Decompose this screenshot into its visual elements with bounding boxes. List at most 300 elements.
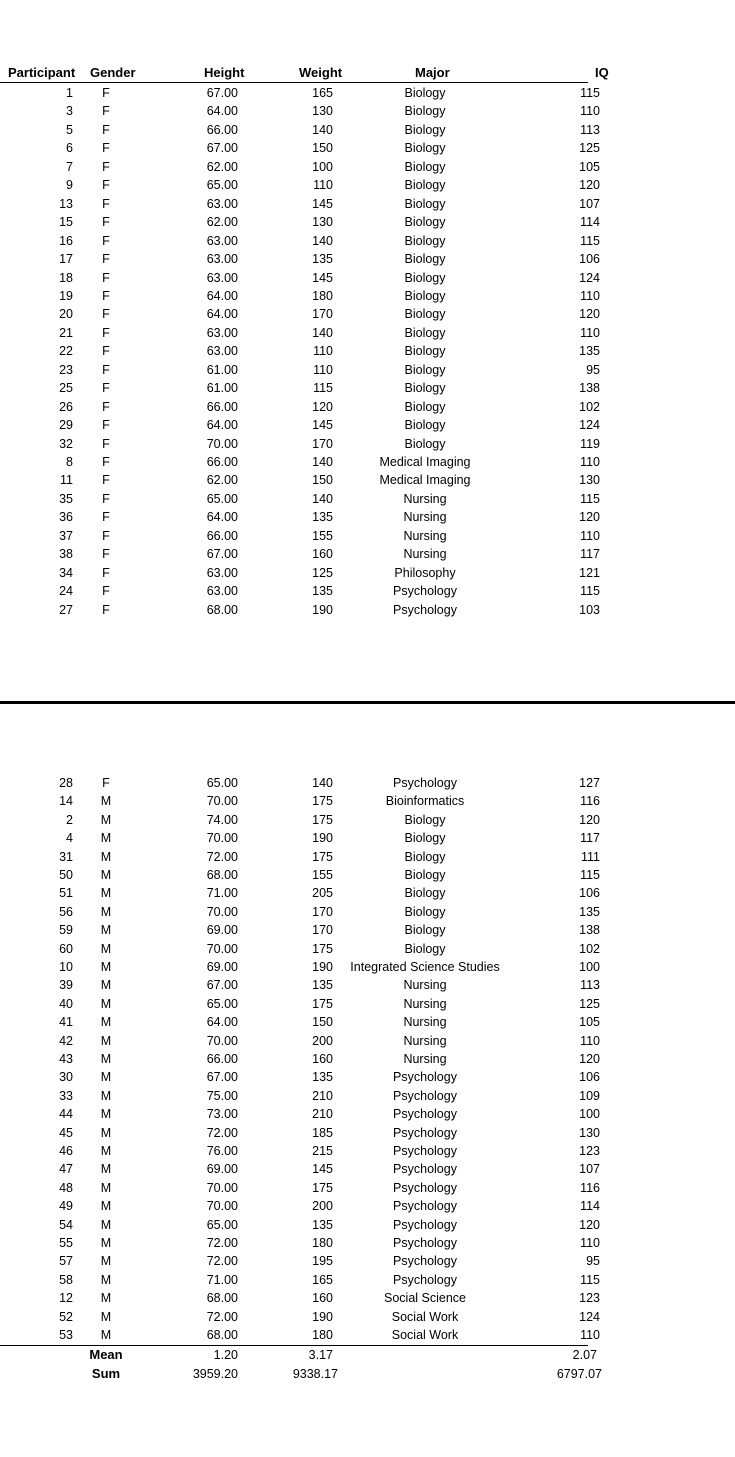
iq-cell: 125 xyxy=(579,141,600,155)
major-cell: Biology xyxy=(404,307,446,321)
iq-cell: 135 xyxy=(579,905,600,919)
height-cell: 70.00 xyxy=(206,1199,238,1213)
gender-cell: F xyxy=(102,400,110,414)
gender-cell: M xyxy=(100,1015,112,1029)
gender-cell: F xyxy=(102,326,110,340)
iq-cell: 120 xyxy=(579,1218,600,1232)
header-participant: Participant xyxy=(8,65,76,80)
weight-cell: 190 xyxy=(312,831,333,845)
height-cell: 62.00 xyxy=(206,473,238,487)
gender-cell: F xyxy=(102,344,110,358)
major-cell: Biology xyxy=(404,215,446,229)
gender-cell: F xyxy=(102,584,110,598)
weight-cell: 165 xyxy=(312,1273,333,1287)
height-cell: 67.00 xyxy=(206,1070,238,1084)
gender-cell: M xyxy=(100,1089,112,1103)
gender-cell: M xyxy=(100,1034,112,1048)
participant-cell: 56 xyxy=(59,905,73,919)
participant-cell: 43 xyxy=(59,1052,73,1066)
height-cell: 67.00 xyxy=(206,978,238,992)
gender-cell: F xyxy=(102,492,110,506)
iq-cell: 116 xyxy=(580,1181,600,1195)
height-cell: 69.00 xyxy=(206,1162,238,1176)
page-break-divider xyxy=(0,701,735,704)
major-cell: Psychology xyxy=(393,1181,457,1195)
participant-cell: 41 xyxy=(59,1015,73,1029)
iq-cell: 105 xyxy=(579,1015,600,1029)
gender-cell: M xyxy=(100,923,112,937)
major-cell: Biology xyxy=(404,437,446,451)
weight-cell: 130 xyxy=(312,104,333,118)
height-cell: 73.00 xyxy=(206,1107,238,1121)
iq-cell: 103 xyxy=(579,603,600,617)
major-cell: Nursing xyxy=(403,547,447,561)
participant-cell: 45 xyxy=(59,1126,73,1140)
height-cell: 68.00 xyxy=(206,1328,238,1342)
weight-cell: 175 xyxy=(312,813,333,827)
height-cell: 70.00 xyxy=(206,905,238,919)
weight-cell: 140 xyxy=(312,234,333,248)
height-cell: 63.00 xyxy=(206,197,238,211)
major-cell: Biology xyxy=(404,923,446,937)
iq-cell: 115 xyxy=(580,868,600,882)
weight-cell: 215 xyxy=(312,1144,333,1158)
gender-cell: M xyxy=(100,942,112,956)
participant-cell: 28 xyxy=(59,776,73,790)
iq-cell: 138 xyxy=(579,923,600,937)
gender-cell: M xyxy=(100,794,112,808)
major-cell: Psychology xyxy=(393,1089,457,1103)
major-cell: Biology xyxy=(404,271,446,285)
iq-cell: 121 xyxy=(579,566,600,580)
height-cell: 70.00 xyxy=(206,942,238,956)
iq-cell: 120 xyxy=(579,178,600,192)
major-cell: Biology xyxy=(404,418,446,432)
gender-cell: F xyxy=(102,529,110,543)
height-cell: 61.00 xyxy=(206,381,238,395)
weight-cell: 175 xyxy=(312,1181,333,1195)
participant-cell: 30 xyxy=(59,1070,73,1084)
major-cell: Biology xyxy=(404,886,446,900)
gender-cell: M xyxy=(100,886,112,900)
gender-cell: F xyxy=(102,123,110,137)
iq-cell: 114 xyxy=(580,215,600,229)
iq-cell: 107 xyxy=(579,1162,600,1176)
major-cell: Biology xyxy=(404,289,446,303)
iq-cell: 111 xyxy=(580,850,600,864)
participant-cell: 23 xyxy=(59,363,73,377)
iq-cell: 95 xyxy=(586,1254,600,1268)
iq-cell: 120 xyxy=(579,813,600,827)
iq-cell: 117 xyxy=(580,831,600,845)
height-cell: 66.00 xyxy=(206,529,238,543)
gender-cell: M xyxy=(100,813,112,827)
height-cell: 62.00 xyxy=(206,160,238,174)
participant-cell: 39 xyxy=(59,978,73,992)
iq-cell: 110 xyxy=(580,104,600,118)
gender-cell: M xyxy=(100,1328,112,1342)
height-cell: 66.00 xyxy=(206,123,238,137)
participant-cell: 21 xyxy=(59,326,73,340)
major-cell: Psychology xyxy=(393,1070,457,1084)
participant-cell: 55 xyxy=(59,1236,73,1250)
height-cell: 64.00 xyxy=(206,307,238,321)
height-cell: 70.00 xyxy=(206,437,238,451)
header-weight: Weight xyxy=(299,65,343,80)
height-cell: 64.00 xyxy=(206,1015,238,1029)
height-cell: 66.00 xyxy=(206,455,238,469)
iq-cell: 124 xyxy=(579,271,600,285)
gender-cell: F xyxy=(102,271,110,285)
iq-cell: 119 xyxy=(580,437,600,451)
height-cell: 65.00 xyxy=(206,492,238,506)
iq-cell: 127 xyxy=(579,776,600,790)
height-cell: 64.00 xyxy=(206,510,238,524)
iq-cell: 106 xyxy=(579,252,600,266)
gender-cell: M xyxy=(100,1162,112,1176)
weight-cell: 210 xyxy=(312,1089,333,1103)
height-cell: 69.00 xyxy=(206,960,238,974)
weight-cell: 165 xyxy=(312,86,333,100)
participant-cell: 10 xyxy=(59,960,73,974)
weight-cell: 210 xyxy=(312,1107,333,1121)
participant-cell: 46 xyxy=(59,1144,73,1158)
gender-cell: F xyxy=(102,510,110,524)
major-cell: Psychology xyxy=(393,1273,457,1287)
height-cell: 72.00 xyxy=(206,850,238,864)
participant-cell: 1 xyxy=(66,86,73,100)
major-cell: Integrated Science Studies xyxy=(350,960,500,974)
participant-cell: 2 xyxy=(66,813,73,827)
weight-cell: 170 xyxy=(312,905,333,919)
participant-cell: 25 xyxy=(59,381,73,395)
major-cell: Social Work xyxy=(391,1328,459,1342)
iq-cell: 130 xyxy=(579,1126,600,1140)
participant-cell: 42 xyxy=(59,1034,73,1048)
gender-cell: M xyxy=(100,1199,112,1213)
participant-cell: 53 xyxy=(59,1328,73,1342)
iq-cell: 115 xyxy=(580,1273,600,1287)
height-cell: 65.00 xyxy=(206,1218,238,1232)
gender-cell: F xyxy=(102,252,110,266)
height-cell: 64.00 xyxy=(206,104,238,118)
participant-cell: 18 xyxy=(59,271,73,285)
gender-cell: M xyxy=(100,1126,112,1140)
height-cell: 62.00 xyxy=(206,215,238,229)
participant-cell: 58 xyxy=(59,1273,73,1287)
gender-cell: M xyxy=(100,978,112,992)
height-cell: 65.00 xyxy=(206,776,238,790)
iq-cell: 106 xyxy=(579,1070,600,1084)
participant-cell: 54 xyxy=(59,1218,73,1232)
gender-cell: F xyxy=(102,215,110,229)
gender-cell: M xyxy=(100,1254,112,1268)
gender-cell: F xyxy=(102,566,110,580)
height-cell: 68.00 xyxy=(206,1291,238,1305)
height-cell: 65.00 xyxy=(206,997,238,1011)
gender-cell: M xyxy=(100,997,112,1011)
participant-cell: 20 xyxy=(59,307,73,321)
participant-cell: 5 xyxy=(66,123,73,137)
participant-cell: 48 xyxy=(59,1181,73,1195)
major-cell: Psychology xyxy=(393,1144,457,1158)
major-cell: Psychology xyxy=(393,1236,457,1250)
height-cell: 67.00 xyxy=(206,141,238,155)
participant-cell: 35 xyxy=(59,492,73,506)
weight-cell: 110 xyxy=(313,344,333,358)
participant-cell: 32 xyxy=(59,437,73,451)
height-cell: 76.00 xyxy=(206,1144,238,1158)
major-cell: Nursing xyxy=(403,510,447,524)
header-underline xyxy=(0,82,588,83)
gender-cell: M xyxy=(100,1310,112,1324)
height-cell: 71.00 xyxy=(206,886,238,900)
height-cell: 63.00 xyxy=(206,566,238,580)
participant-cell: 8 xyxy=(66,455,73,469)
iq-cell: 113 xyxy=(580,123,600,137)
height-cell: 68.00 xyxy=(206,603,238,617)
weight-cell: 130 xyxy=(312,215,333,229)
mean-iq: 2.07 xyxy=(572,1348,597,1362)
height-cell: 64.00 xyxy=(206,289,238,303)
height-cell: 72.00 xyxy=(206,1310,238,1324)
weight-cell: 150 xyxy=(312,1015,333,1029)
weight-cell: 140 xyxy=(312,455,333,469)
iq-cell: 110 xyxy=(580,1236,600,1250)
weight-cell: 145 xyxy=(312,271,333,285)
weight-cell: 145 xyxy=(312,1162,333,1176)
participant-cell: 44 xyxy=(59,1107,73,1121)
participant-cell: 57 xyxy=(59,1254,73,1268)
participant-cell: 38 xyxy=(59,547,73,561)
iq-cell: 95 xyxy=(586,363,600,377)
mean-label: Mean xyxy=(89,1347,123,1362)
iq-cell: 102 xyxy=(579,400,600,414)
weight-cell: 175 xyxy=(312,942,333,956)
major-cell: Biology xyxy=(404,868,446,882)
height-cell: 70.00 xyxy=(206,1034,238,1048)
major-cell: Nursing xyxy=(403,978,447,992)
major-cell: Biology xyxy=(404,363,446,377)
weight-cell: 180 xyxy=(312,1328,333,1342)
iq-cell: 115 xyxy=(580,492,600,506)
gender-cell: M xyxy=(100,1052,112,1066)
major-cell: Biology xyxy=(404,252,446,266)
gender-cell: F xyxy=(102,473,110,487)
major-cell: Biology xyxy=(404,197,446,211)
weight-cell: 100 xyxy=(312,160,333,174)
gender-cell: M xyxy=(100,850,112,864)
gender-cell: F xyxy=(102,160,110,174)
major-cell: Philosophy xyxy=(394,566,456,580)
iq-cell: 135 xyxy=(579,344,600,358)
weight-cell: 140 xyxy=(312,492,333,506)
height-cell: 74.00 xyxy=(206,813,238,827)
height-cell: 75.00 xyxy=(206,1089,238,1103)
mean-height: 1.20 xyxy=(213,1348,238,1362)
height-cell: 66.00 xyxy=(206,400,238,414)
participant-cell: 37 xyxy=(59,529,73,543)
weight-cell: 160 xyxy=(312,1052,333,1066)
weight-cell: 110 xyxy=(313,178,333,192)
gender-cell: M xyxy=(100,1273,112,1287)
height-cell: 70.00 xyxy=(206,1181,238,1195)
iq-cell: 110 xyxy=(580,529,600,543)
weight-cell: 170 xyxy=(312,437,333,451)
gender-cell: M xyxy=(100,831,112,845)
gender-cell: F xyxy=(102,547,110,561)
weight-cell: 135 xyxy=(312,252,333,266)
gender-cell: F xyxy=(102,363,110,377)
participant-cell: 3 xyxy=(66,104,73,118)
weight-cell: 190 xyxy=(312,603,333,617)
weight-cell: 145 xyxy=(312,418,333,432)
weight-cell: 180 xyxy=(312,289,333,303)
iq-cell: 106 xyxy=(579,886,600,900)
gender-cell: F xyxy=(102,603,110,617)
participant-cell: 6 xyxy=(66,141,73,155)
weight-cell: 175 xyxy=(312,997,333,1011)
weight-cell: 110 xyxy=(313,363,333,377)
height-cell: 68.00 xyxy=(206,868,238,882)
major-cell: Biology xyxy=(404,813,446,827)
gender-cell: F xyxy=(102,455,110,469)
major-cell: Nursing xyxy=(403,1034,447,1048)
major-cell: Nursing xyxy=(403,997,447,1011)
major-cell: Nursing xyxy=(403,492,447,506)
gender-cell: M xyxy=(100,1291,112,1305)
weight-cell: 120 xyxy=(312,400,333,414)
major-cell: Psychology xyxy=(393,1126,457,1140)
iq-cell: 105 xyxy=(579,160,600,174)
weight-cell: 140 xyxy=(312,326,333,340)
weight-cell: 200 xyxy=(312,1034,333,1048)
weight-cell: 160 xyxy=(312,547,333,561)
sum-weight: 9338.17 xyxy=(292,1367,338,1381)
participant-cell: 16 xyxy=(59,234,73,248)
major-cell: Biology xyxy=(404,400,446,414)
participant-cell: 50 xyxy=(59,868,73,882)
weight-cell: 135 xyxy=(312,1070,333,1084)
gender-cell: F xyxy=(102,289,110,303)
major-cell: Nursing xyxy=(403,1052,447,1066)
weight-cell: 155 xyxy=(312,868,333,882)
participant-cell: 60 xyxy=(59,942,73,956)
iq-cell: 110 xyxy=(580,289,600,303)
iq-cell: 110 xyxy=(580,455,600,469)
participant-cell: 24 xyxy=(59,584,73,598)
participant-cell: 52 xyxy=(59,1310,73,1324)
major-cell: Biology xyxy=(404,831,446,845)
height-cell: 63.00 xyxy=(206,271,238,285)
height-cell: 69.00 xyxy=(206,923,238,937)
participant-cell: 19 xyxy=(59,289,73,303)
major-cell: Biology xyxy=(404,234,446,248)
participant-cell: 31 xyxy=(59,850,73,864)
participant-cell: 9 xyxy=(66,178,73,192)
major-cell: Biology xyxy=(404,942,446,956)
major-cell: Biology xyxy=(404,326,446,340)
weight-cell: 135 xyxy=(312,510,333,524)
gender-cell: F xyxy=(102,86,110,100)
weight-cell: 140 xyxy=(312,123,333,137)
major-cell: Psychology xyxy=(393,1254,457,1268)
weight-cell: 180 xyxy=(312,1236,333,1250)
height-cell: 64.00 xyxy=(206,418,238,432)
iq-cell: 110 xyxy=(580,1034,600,1048)
gender-cell: M xyxy=(100,1218,112,1232)
weight-cell: 135 xyxy=(312,978,333,992)
gender-cell: F xyxy=(102,104,110,118)
participant-cell: 13 xyxy=(59,197,73,211)
height-cell: 70.00 xyxy=(206,831,238,845)
weight-cell: 135 xyxy=(312,1218,333,1232)
major-cell: Psychology xyxy=(393,1199,457,1213)
major-cell: Biology xyxy=(404,141,446,155)
participant-cell: 59 xyxy=(59,923,73,937)
major-cell: Biology xyxy=(404,178,446,192)
height-cell: 67.00 xyxy=(206,547,238,561)
major-cell: Medical Imaging xyxy=(379,473,471,487)
iq-cell: 110 xyxy=(580,326,600,340)
weight-cell: 170 xyxy=(312,307,333,321)
height-cell: 63.00 xyxy=(206,326,238,340)
participant-cell: 26 xyxy=(59,400,73,414)
height-cell: 71.00 xyxy=(206,1273,238,1287)
iq-cell: 115 xyxy=(580,234,600,248)
iq-cell: 130 xyxy=(579,473,600,487)
gender-cell: M xyxy=(100,1144,112,1158)
participant-cell: 29 xyxy=(59,418,73,432)
header-iq: IQ xyxy=(595,65,609,80)
iq-cell: 114 xyxy=(580,1199,600,1213)
weight-cell: 175 xyxy=(312,794,333,808)
weight-cell: 205 xyxy=(312,886,333,900)
participant-cell: 17 xyxy=(59,252,73,266)
weight-cell: 190 xyxy=(312,1310,333,1324)
participant-cell: 14 xyxy=(59,794,73,808)
major-cell: Bioinformatics xyxy=(385,794,465,808)
participant-cell: 51 xyxy=(59,886,73,900)
iq-cell: 116 xyxy=(580,794,600,808)
major-cell: Nursing xyxy=(403,1015,447,1029)
weight-cell: 160 xyxy=(312,1291,333,1305)
major-cell: Biology xyxy=(404,381,446,395)
height-cell: 63.00 xyxy=(206,252,238,266)
header-gender: Gender xyxy=(90,65,136,80)
gender-cell: M xyxy=(100,1070,112,1084)
weight-cell: 190 xyxy=(312,960,333,974)
iq-cell: 115 xyxy=(580,584,600,598)
participant-cell: 15 xyxy=(59,215,73,229)
major-cell: Biology xyxy=(404,850,446,864)
participant-cell: 11 xyxy=(60,473,73,487)
header-major: Major xyxy=(415,65,450,80)
sum-iq: 6797.07 xyxy=(556,1367,602,1381)
sum-height: 3959.20 xyxy=(192,1367,238,1381)
iq-cell: 117 xyxy=(580,547,600,561)
height-cell: 70.00 xyxy=(206,794,238,808)
height-cell: 65.00 xyxy=(206,178,238,192)
iq-cell: 123 xyxy=(579,1291,600,1305)
weight-cell: 200 xyxy=(312,1199,333,1213)
major-cell: Biology xyxy=(404,344,446,358)
mean-weight: 3.17 xyxy=(308,1348,333,1362)
gender-cell: F xyxy=(102,381,110,395)
participant-cell: 22 xyxy=(59,344,73,358)
header-height: Height xyxy=(204,65,245,80)
major-cell: Social Work xyxy=(391,1310,459,1324)
